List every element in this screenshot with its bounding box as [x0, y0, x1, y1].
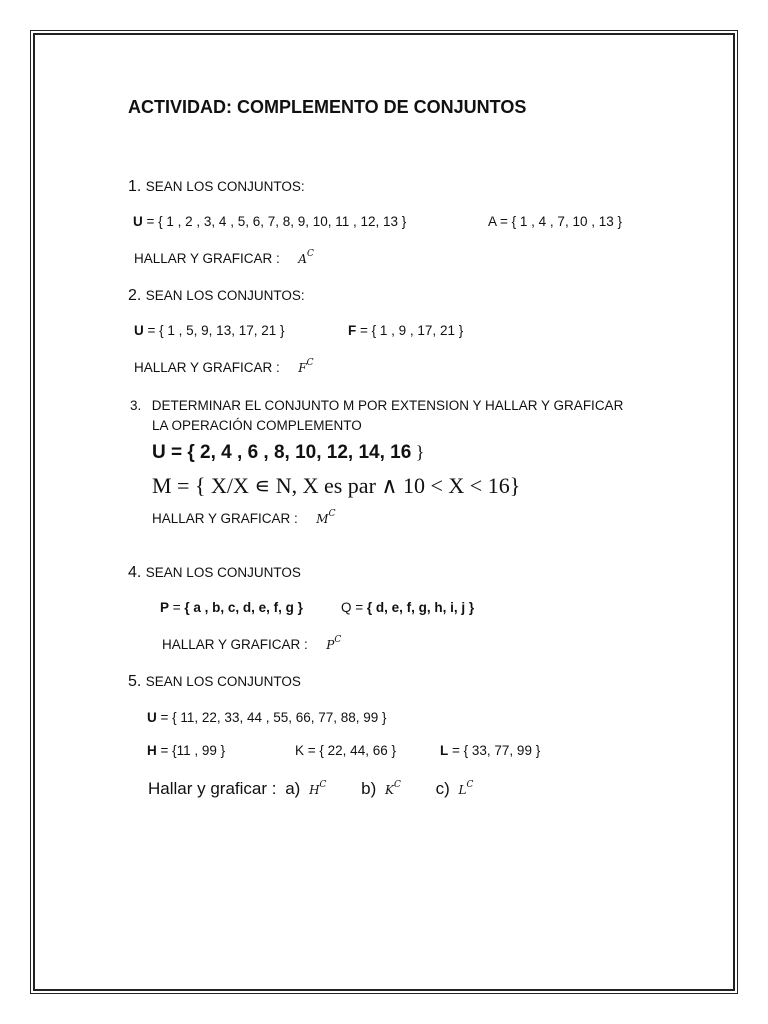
set-u: U = { 1 , 5, 9, 13, 17, 21 }: [134, 323, 285, 338]
page-border-inner: [33, 33, 735, 991]
question-text: SEAN LOS CONJUNTOS:: [145, 288, 305, 303]
set-m-comprehension: M = { X/X ∊ N, X es par ∧ 10 < X < 16}: [152, 473, 521, 498]
question-3-heading: [130, 397, 623, 415]
complement-expression: $P^C$: [326, 635, 342, 652]
set-label: U: [147, 710, 157, 725]
set-label: K: [295, 743, 305, 758]
task-line: [148, 779, 473, 799]
item-label-c: c): [435, 779, 450, 798]
set-f: F = { 1 , 9 , 17, 21 }: [348, 323, 464, 338]
task-text: HALLAR Y GRAFICAR :: [152, 511, 298, 526]
set-u: U = { 1 , 2 , 3, 4 , 5, 6, 7, 8, 9, 10, 11 , 12, 13 }: [133, 214, 407, 229]
set-elements: { d, e, f, g, h, i, j }: [366, 600, 475, 615]
question-5-heading: [128, 673, 301, 691]
set-q: Q = { d, e, f, g, h, i, j }: [341, 600, 475, 615]
set-label: P: [160, 600, 170, 615]
question-number: 5.: [128, 673, 142, 690]
set-label: L: [440, 743, 449, 758]
task-line: [134, 250, 314, 268]
question-number: 3.: [130, 398, 142, 413]
task-text: HALLAR Y GRAFICAR :: [134, 360, 280, 375]
task-text: HALLAR Y GRAFICAR :: [162, 637, 308, 652]
complement-expression-h: $H^C$: [309, 780, 327, 797]
set-l: L = { 33, 77, 99 }: [440, 743, 541, 758]
complement-expression: $F^C$: [298, 358, 314, 375]
set-a: A = { 1 , 4 , 7, 10 , 13 }: [488, 214, 622, 229]
set-label: H: [147, 743, 157, 758]
question-text-line-2: LA OPERACIÓN COMPLEMENTO: [152, 418, 362, 433]
question-text: SEAN LOS CONJUNTOS: [145, 674, 301, 689]
question-text: SEAN LOS CONJUNTOS:: [145, 179, 305, 194]
set-elements: { 1 , 4 , 7, 10 , 13 }: [511, 214, 622, 229]
task-line: [162, 636, 341, 654]
question-4-heading: [128, 564, 301, 582]
set-k: K = { 22, 44, 66 }: [295, 743, 396, 758]
question-number: 1.: [128, 178, 142, 195]
question-1-heading: [128, 178, 305, 196]
set-elements: { 22, 44, 66 }: [319, 743, 396, 758]
set-elements: { a , b, c, d, e, f, g }: [184, 600, 303, 615]
question-number: 4.: [128, 564, 142, 581]
task-text: Hallar y graficar :: [148, 779, 277, 798]
item-label-b: b): [361, 779, 377, 798]
set-u: U = { 11, 22, 33, 44 , 55, 66, 77, 88, 99 }: [147, 710, 387, 725]
task-line: [152, 510, 335, 528]
question-text: DETERMINAR EL CONJUNTO M POR EXTENSION Y HALLAR Y GRAFICAR: [151, 398, 624, 413]
set-elements: U = { 2, 4 , 6 , 8, 10, 12, 14, 16: [152, 442, 412, 463]
set-elements: { 1 , 9 , 17, 21 }: [371, 323, 464, 338]
set-h: H = {11 , 99 }: [147, 743, 226, 758]
item-label-a: a): [285, 779, 301, 798]
set-label: A: [488, 214, 497, 229]
set-label: U: [134, 323, 144, 338]
complement-expression: $A^C$: [298, 249, 314, 266]
set-close-brace: }: [415, 442, 425, 462]
set-u-extension: [152, 442, 424, 464]
question-number: 2.: [128, 287, 142, 304]
set-elements: { 1 , 5, 9, 13, 17, 21 }: [159, 323, 285, 338]
set-label: U: [133, 214, 143, 229]
set-label: F: [348, 323, 357, 338]
set-elements: {11 , 99 }: [172, 743, 226, 758]
page-title: ACTIVIDAD: COMPLEMENTO DE CONJUNTOS: [128, 97, 527, 117]
question-2-heading: [128, 287, 305, 305]
set-elements: { 1 , 2 , 3, 4 , 5, 6, 7, 8, 9, 10, 11 , 12, 13 }: [158, 214, 407, 229]
set-elements: { 11, 22, 33, 44 , 55, 66, 77, 88, 99 }: [172, 710, 387, 725]
task-text: HALLAR Y GRAFICAR :: [134, 251, 280, 266]
complement-expression-l: $L^C$: [458, 780, 474, 797]
set-elements: { 33, 77, 99 }: [463, 743, 541, 758]
question-text: SEAN LOS CONJUNTOS: [145, 565, 301, 580]
set-p: P = { a , b, c, d, e, f, g }: [160, 600, 303, 615]
set-label: Q: [341, 600, 352, 615]
complement-expression: $M^C$: [316, 509, 336, 526]
task-line: [134, 359, 313, 377]
complement-expression-k: $K^C$: [385, 780, 401, 797]
